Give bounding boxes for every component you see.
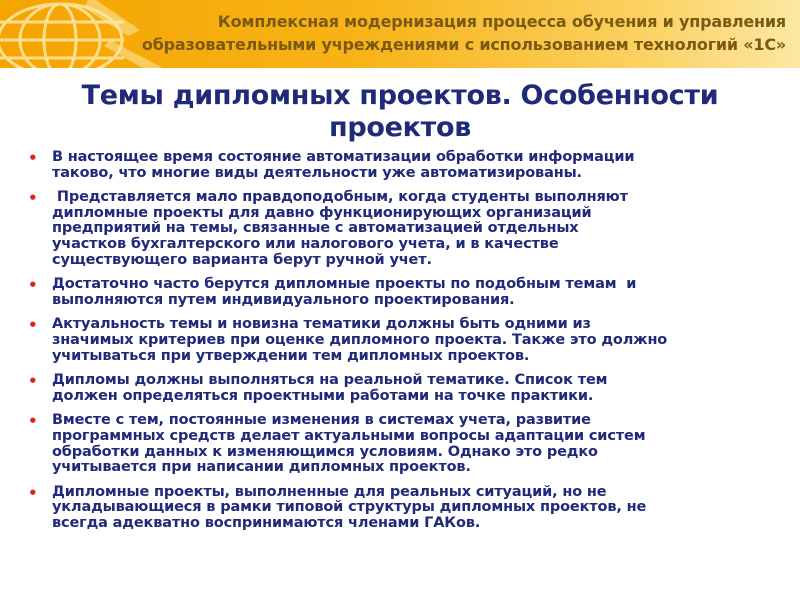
bullet-marker: • [28,189,38,208]
bullet-item [28,317,780,364]
slide-title [40,80,760,144]
bullet-item [28,413,780,475]
slide-title-line: проектов [328,112,472,143]
slide-title-line: Темы дипломных проектов. Особенности [81,80,719,111]
bullet-line: Представляется мало правдоподобным, когда студенты выполняют [52,189,628,206]
header-title [142,10,786,56]
bullet-text [52,317,780,364]
bullet-marker: • [28,149,38,167]
bullet-line: учитываться при утверждении тем дипломных проектов. [52,347,530,364]
bullet-line: таково, что многие виды деятельности уже автоматизированы. [52,164,582,181]
bullet-line: программных средств делает актуальными вопросы адаптации систем [52,427,646,444]
bullet-marker: • [28,316,38,335]
bullet-line: В настоящее время состояние автоматизации обработки информации [52,149,635,165]
bullet-marker: • [28,276,38,295]
bullet-line: значимых критериев при оценке дипломного проекта. Также это должно [52,331,668,348]
bullet-line: участков бухгалтерского или налогового учета, и в качестве [52,235,559,252]
bullet-line: Вместе с тем, постоянные изменения в системах учета, развитие [52,412,591,429]
bullet-line: предприятий на темы, связанные с автоматизацией отдельных [52,220,579,237]
bullet-line: должен определяться проектными работами на точке практики. [52,387,594,404]
bullet-text [52,485,780,532]
bullet-text [52,150,780,181]
bullet-line: укладывающиеся в рамки типовой структуры дипломных проектов, не [52,499,647,516]
bullet-line: Дипломные проекты, выполненные для реальных ситуаций, но не [52,483,607,500]
bullet-line: всегда адекватно воспринимаются членами ГАКов. [52,514,481,531]
header-title-line: образовательными учреждениями с использованием технологий «1С» [141,35,786,54]
bullet-line: дипломные проекты для давно функционирующих организаций [52,204,592,221]
bullet-line: обработки данных к изменяющимся условиям. Однако это редко [52,443,598,460]
header-title-line: Комплексная модернизация процесса обучения и управления [217,12,786,31]
bullet-line: Достаточно часто берутся дипломные проекты по подобным темам и [52,276,637,293]
bullet-item [28,150,780,181]
bullet-text [52,277,780,308]
bullet-line: существующего варианта берут ручной учет. [52,251,432,268]
bullet-line: учитывается при написании дипломных проектов. [52,459,471,476]
bullet-line: Дипломы должны выполняться на реальной тематике. Список тем [52,372,608,389]
bullet-marker: • [28,412,38,431]
bullet-item [28,485,780,532]
bullet-text [52,373,780,404]
slide-header [0,0,800,68]
bullet-line: Актуальность темы и новизна тематики должны быть одними из [52,316,591,333]
bullet-item [28,190,780,268]
bullet-line: выполняются путем индивидуального проектирования. [52,291,515,308]
bullet-item [28,373,780,404]
bullet-marker: • [28,483,38,502]
bullet-item [28,277,780,308]
bullet-text [52,190,780,268]
bullet-text [52,413,780,475]
bullet-list [28,150,780,540]
bullet-marker: • [28,372,38,391]
